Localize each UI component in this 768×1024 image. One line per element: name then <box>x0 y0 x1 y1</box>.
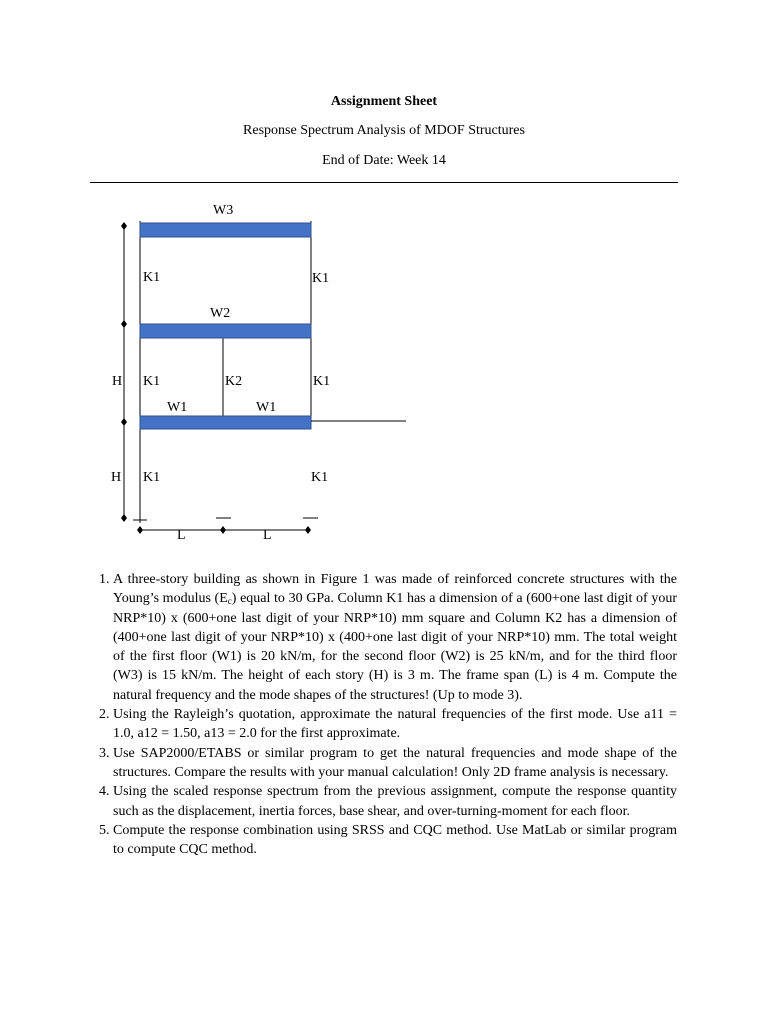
span-tick-middle <box>220 526 226 534</box>
task-text: ) equal to 30 GPa. Column K1 has a dimension of a (600+one last digit of your NRP*10) x (600+one last digit of your NRP*10) mm square and Column K2 has a dimension of (400+one last digit of your NRP*10) x (400+one last digit of your NRP*10) mm. The total weight of the first floor (W1) is 20 kN/m, for the second floor (W2) is 25 kN/m, and for the third floor (W3) is 15 kN/m. The height of each story (H) is 3 m. The frame span (L) is 4 m. Compute the natural frequency and the mode shapes of the structures! (Up to mode 3). <box>113 591 677 703</box>
frame-figure <box>0 195 768 555</box>
task-subscript: c <box>227 596 232 607</box>
span-tick-right <box>305 526 311 534</box>
dim-tick-floor1 <box>121 418 127 426</box>
column-label-k1-bot-right: K1 <box>311 470 329 485</box>
beam-second-floor <box>140 324 311 338</box>
page-subtitle: Response Spectrum Analysis of MDOF Structures <box>243 123 525 138</box>
height-label-bottom: H <box>111 470 122 485</box>
column-label-k1-bot-left: K1 <box>143 470 161 485</box>
task-item <box>113 570 677 705</box>
column-label-k2-mid: K2 <box>225 374 243 389</box>
weight-label-w1-right: W1 <box>256 400 277 415</box>
dim-tick-top <box>121 222 127 230</box>
weight-label-w2: W2 <box>210 306 231 321</box>
task-item: 4. Using the scaled response spectrum from the previous assignment, compute the response quantity such as the displacement, inertia forces, base shear, and over-turning-moment for each floor. <box>113 782 677 821</box>
column-label-k1-top-right: K1 <box>312 271 330 286</box>
dim-tick-floor3 <box>121 320 127 328</box>
page-title: Assignment Sheet <box>330 94 438 109</box>
column-label-k1-top-left: K1 <box>143 270 161 285</box>
beam-roof <box>140 223 311 237</box>
dim-tick-base <box>121 514 127 522</box>
task-list <box>90 570 677 859</box>
column-label-k1-mid-right: K1 <box>313 374 331 389</box>
span-label-left: L <box>177 528 186 543</box>
task-text: A three-story building as shown in Figure 1 was made of reinforced concrete structures with the Young’s modulus (E <box>113 572 677 607</box>
task-item: 3. Use SAP2000/ETABS or similar program to get the natural frequencies and mode shape of the structures. Compare the results with your manual calculation! Only 2D frame analysis is necessary. <box>113 744 677 783</box>
weight-label-w1-left: W1 <box>167 400 188 415</box>
due-date: End of Date: Week 14 <box>322 153 446 168</box>
span-label-right: L <box>263 528 272 543</box>
span-tick-left <box>137 526 143 534</box>
task-item: 5. Compute the response combination using SRSS and CQC method. Use MatLab or similar program to compute CQC method. <box>113 821 677 860</box>
weight-label-w3: W3 <box>213 203 234 218</box>
task-item: 2. Using the Rayleigh’s quotation, approximate the natural frequencies of the first mode. Use a11 = 1.0, a12 = 1.50, a13 = 2.0 for the first approximate. <box>113 705 677 744</box>
column-label-k1-mid-left: K1 <box>143 374 161 389</box>
header-divider <box>90 182 678 183</box>
height-label-mid: H <box>112 374 123 389</box>
beam-first-floor <box>140 416 311 429</box>
